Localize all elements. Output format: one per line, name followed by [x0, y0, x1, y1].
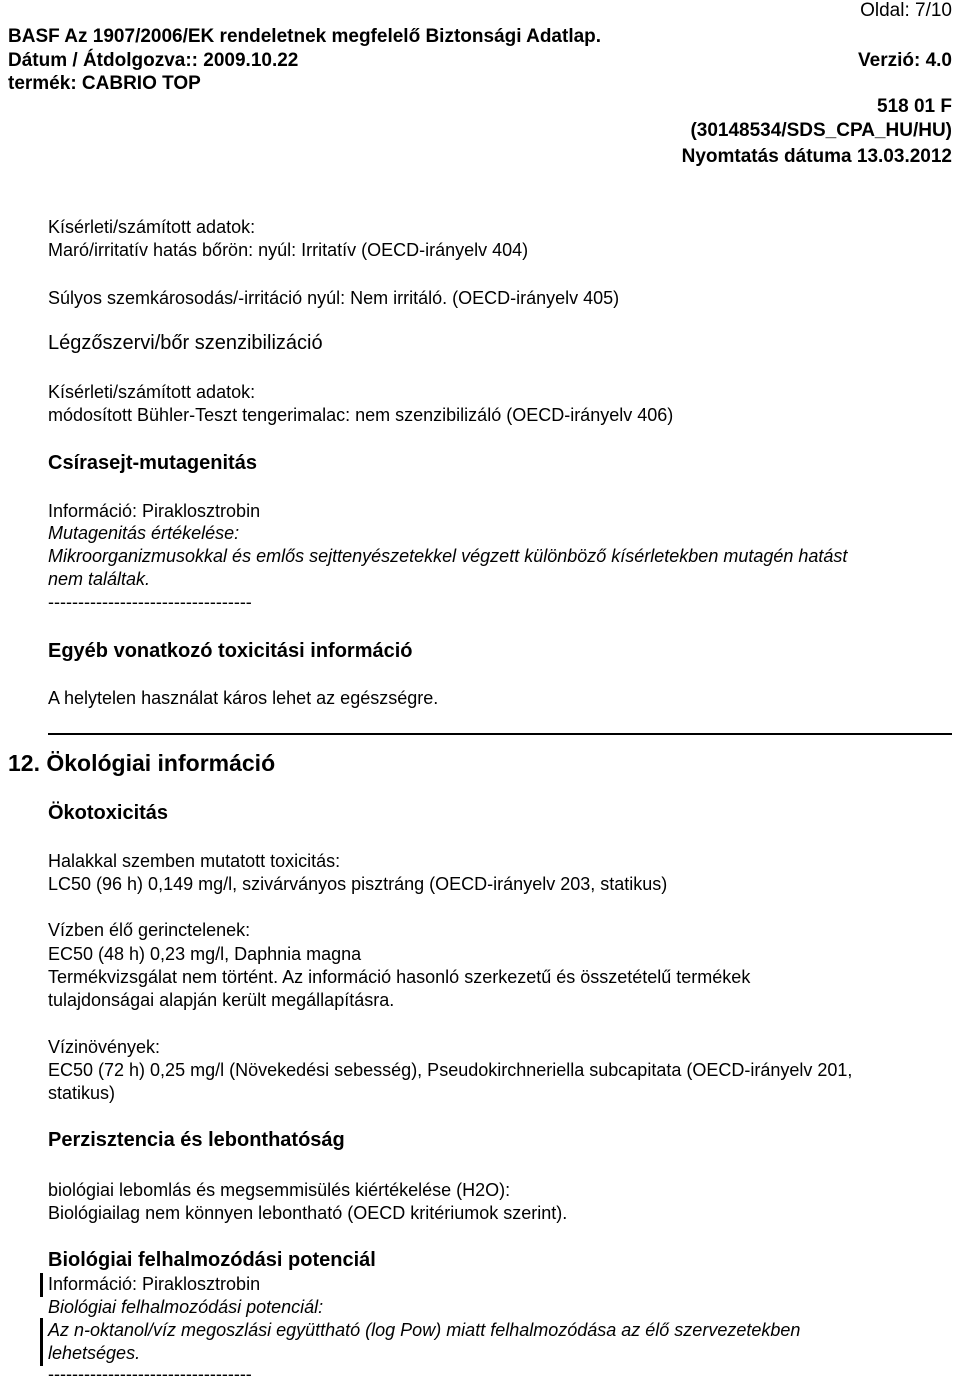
change-bar [40, 1318, 43, 1366]
version-label: Verzió: 4.0 [858, 50, 952, 71]
sds-code: (30148534/SDS_CPA_HU/HU) [690, 120, 952, 141]
text-line: módosított Bühler-Teszt tengerimalac: nem szenzibilizáló (OECD-irányelv 406) [48, 405, 674, 425]
text-line: lehetséges. [48, 1343, 141, 1363]
print-date: Nyomtatás dátuma 13.03.2012 [681, 146, 952, 167]
text-line: Mikroorganizmusokkal és emlős sejttenyészetekkel végzett különböző kísérletekben mutagén hatást [48, 546, 848, 566]
text-line: Termékvizsgálat nem történt. Az információ hasonló szerkezetű és összetételű termékek [48, 967, 751, 987]
info-line: Információ: Piraklosztrobin [48, 1274, 261, 1294]
text-line: Kísérleti/számított adatok: [48, 217, 256, 237]
text-line: A helytelen használat káros lehet az egészségre. [48, 688, 439, 708]
section-heading: Egyéb vonatkozó toxicitási információ [48, 640, 413, 662]
section-divider [48, 733, 952, 735]
section-heading: Csírasejt-mutagenitás [48, 452, 257, 474]
text-line: Súlyos szemkárosodás/-irritáció nyúl: Nem irritáló. (OECD-irányelv 405) [48, 288, 620, 308]
text-line: Vízinövények: [48, 1037, 161, 1057]
text-line: Az n-oktanol/víz megoszlási együttható (log Pow) miatt felhalmozódása az élő szervezetekben [48, 1320, 801, 1340]
page-number: Oldal: 7/10 [860, 0, 952, 21]
section-title: 12. Ökológiai információ [8, 750, 276, 776]
section-heading: Perzisztencia és lebonthatóság [48, 1129, 345, 1151]
text-line: Mutagenitás értékelése: [48, 523, 240, 543]
separator-dashes: ---------------------------------- [48, 592, 252, 612]
text-line: tulajdonságai alapján került megállapításra. [48, 990, 395, 1010]
document-title: BASF Az 1907/2006/EK rendeletnek megfelelő Biztonsági Adatlap. [8, 26, 602, 47]
text-line: EC50 (48 h) 0,23 mg/l, Daphnia magna [48, 944, 362, 964]
section-heading: Biológiai felhalmozódási potenciál [48, 1249, 376, 1271]
section-heading: Légzőszervi/bőr szenzibilizáció [48, 332, 323, 354]
product-code: 518 01 F [877, 96, 952, 117]
text-line: biológiai lebomlás és megsemmisülés kiértékelése (H2O): [48, 1180, 511, 1200]
text-line: Maró/irritatív hatás bőrön: nyúl: Irritatív (OECD-irányelv 404) [48, 240, 529, 260]
text-line: LC50 (96 h) 0,149 mg/l, szivárványos pisztráng (OECD-irányelv 203, statikus) [48, 874, 668, 894]
change-bar [40, 1273, 43, 1297]
text-line: Vízben élő gerinctelenek: [48, 920, 251, 940]
text-line: Biológiailag nem könnyen lebontható (OECD kritériumok szerint). [48, 1203, 568, 1223]
text-line: nem találtak. [48, 569, 151, 589]
text-line: Biológiai felhalmozódási potenciál: [48, 1297, 324, 1317]
text-line: EC50 (72 h) 0,25 mg/l (Növekedési sebesség), Pseudokirchneriella subcapitata (OECD-irányelv 201, [48, 1060, 853, 1080]
text-line: statikus) [48, 1083, 116, 1103]
text-line: Kísérleti/számított adatok: [48, 382, 256, 402]
revision-date: Dátum / Átdolgozva:: 2009.10.22 [8, 50, 299, 71]
separator-dashes: ---------------------------------- [48, 1364, 252, 1384]
text-line: Halakkal szemben mutatott toxicitás: [48, 851, 341, 871]
info-line: Információ: Piraklosztrobin [48, 501, 261, 521]
section-heading: Ökotoxicitás [48, 802, 169, 824]
product-name: termék: CABRIO TOP [8, 73, 201, 94]
